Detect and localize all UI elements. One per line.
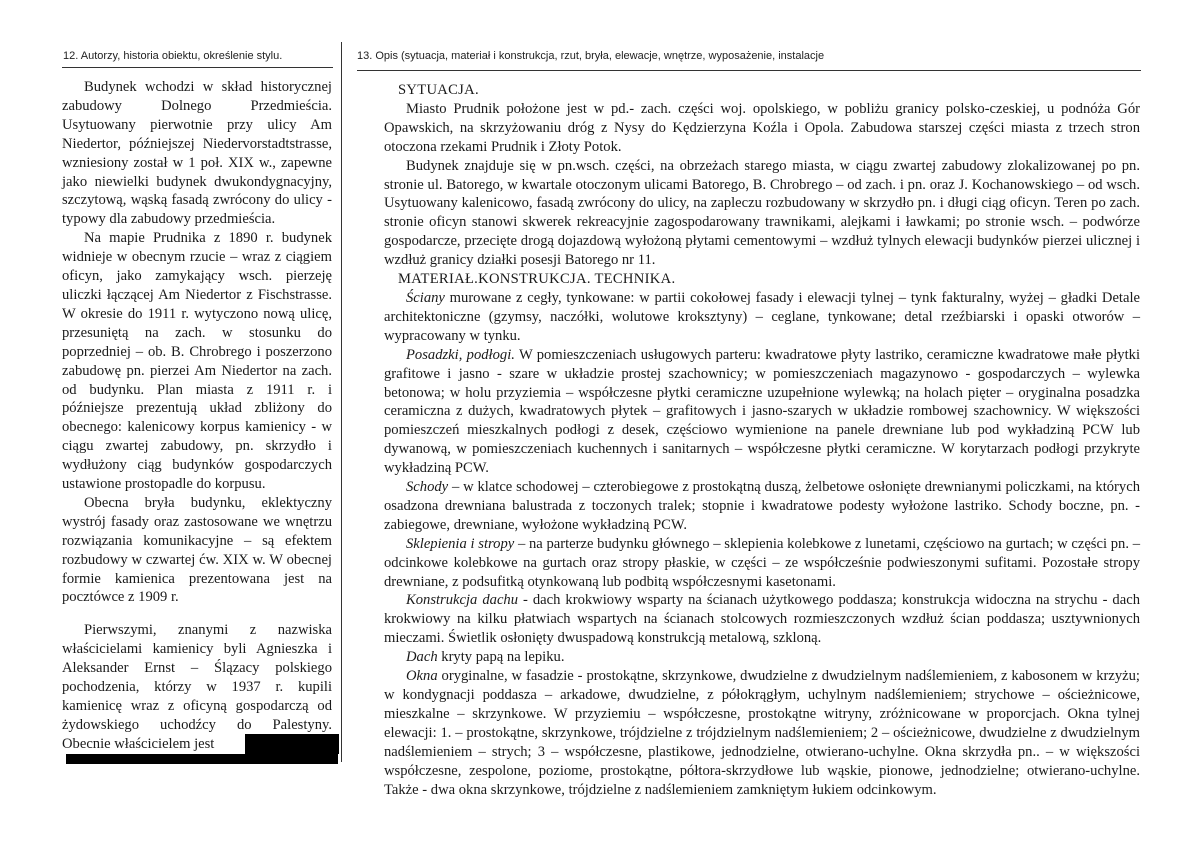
- redaction-bar: [245, 734, 339, 754]
- redaction-bar: [66, 754, 338, 764]
- stairs-paragraph: Schody – w klatce schodowej – czterobiegowe z prostokątną duszą, żelbetowe osłonięte drewnianymi policzkami, na których osadzona drewniana balustrada z toczonych tralek; stopnie i kwadratowe podesty wyłożone lastriko. Schody boczne, pn. - zabiegowe, drewniane, wyłożone wykładziną PCW.: [384, 479, 1140, 533]
- roof-term: Konstrukcja dachu: [406, 592, 519, 609]
- history-paragraph-1: Budynek wchodzi w skład historycznej zabudowy Dolnego Przedmieścia. Usytuowany pierwotnie przy ulicy Am Niedertor, późniejszej Niedervorstadtstrasse, wzniesiony został w 1 poł. XIX w., zapewne jako niewielki budynek dwukondygnacyjny, szczytową, wąską fasadą zwrócony do ulicy - typowy dla zabudowy przedmieścia.: [62, 79, 332, 228]
- roof-cover-term: Dach: [406, 649, 438, 666]
- floors-term: Posadzki, podłogi.: [406, 346, 515, 363]
- walls-paragraph: Ściany murowane z cegły, tynkowane: w partii cokołowej fasady i elewacji tylnej – tynk fakturalny, wyżej – gładki Detale architektoniczne (gzymsy, naczółki, wolutowe kroksztyny) – ceglane, tynkowane; detal rzeźbiarski i opaski otworów – wypracowany w tynku.: [384, 289, 1140, 344]
- material-heading: MATERIAŁ.KONSTRUKCJA. TECHNIKA.: [398, 271, 676, 288]
- vaults-term: Sklepienia i stropy: [406, 535, 515, 552]
- windows-paragraph: Okna oryginalne, w fasadzie - prostokątne, skrzynkowe, dwudzielne z dwudzielnym nadślemieniem, z kabosonem w krzyżu; w kondygnacji poddasza – arkadowe, dwudzielne, z półokrągłym, uchylnym nadślemieniem; strychowe – ościeżnicowe, mieszkalne – skrzynkowe. W przyziemiu – współczesne, prostokątne witryny, zróżnicowane w proporcjach. Okna tylnej elewacji: 1. – prostokątne, skrzynkowe, trójdzielne z trójdzielnym nadślemieniem; 2 – ościeżnicowe, dwudzielne z dwudzielnym nadślemieniem – strych; 3 – współczesne, plastikowe, jednodzielne, otwierano-uchylne. Okna skrzydła pn.. – w większości współczesne, zespolone, poziome, prostokątne, półtora-skrzydłowe lub wąskie, pionowe, jednodzielne; otwierano-uchylne. Także - dwa okna skrzynkowe, trójdzielne z nadślemieniem zamkniętym łukiem odcinkowym.: [384, 668, 1140, 798]
- situation-heading: SYTUACJA.: [398, 82, 479, 98]
- windows-term: Okna: [406, 668, 438, 685]
- roof-paragraph: Konstrukcja dachu - dach krokwiowy wsparty na ścianach użytkowego poddasza; konstrukcja widoczna na strychu - dach krokwiowy na kilku płatwiach wspartych na ścianach stolcowych rozmieszczonych wzdłuż ścian poddasza; usztywnionych mieczami. Świetlik osłonięty dwuspadową konstrukcją metalową, szkloną.: [384, 592, 1140, 647]
- history-paragraph-3: Obecna bryła budynku, eklektyczny wystrój fasady oraz zastosowane we wnętrzu rozwiązania komunikacyjne – są efektem rozbudowy w czwartej ćw. XIX w. W obecnej formie kamienica prezentowana jest na pocztówce z 1909 r.: [62, 494, 332, 606]
- walls-term: Ściany: [406, 289, 445, 306]
- history-paragraph-2: Na mapie Prudnika z 1890 r. budynek widnieje w obecnym rzucie – wraz z ciągiem oficyn, jako zamykający wsch. pierzeję uliczki łączącej Am Niedertor z Fischstrasse. W okresie do 1911 r. wytyczono nową ulicę, przesuniętą na zach. w stosunku do poprzedniej – ob. B. Chrobrego i poszerzono zabudowę pn. pierzei Am Niedertor na zach. od budynku. Plan miasta z 1911 r. i późniejsze prezentują układ zbliżony do obecnego: kalenicowy korpus kamienicy - w ciągu zwartej zabudowy, pn. skrzydło i wydłużony ciąg budynków gospodarczych ustawione prostopadle do korpusu.: [62, 230, 332, 493]
- section-12-header: 12. Autorzy, historia obiektu, określenie stylu.: [63, 50, 283, 62]
- situation-paragraph-1: Miasto Prudnik położone jest w pd.- zach. części woj. opolskiego, w pobliżu granicy polsko-czeskiej, u podnóża Gór Opawskich, na skrzyżowaniu dróg z Nysy do Kędzierzyna Koźla i Opola. Zabudowa starszej części miasta z trzech stron otoczona rzekami Prudnik i Złoty Potok.: [384, 100, 1140, 155]
- history-paragraph-4: Pierwszymi, znanymi z nazwiska właścicielami kamienicy byli Agnieszka i Aleksander Ernst – Ślązacy polskiego pochodzenia, którzy w 1937 r. kupili kamienicę wraz z oficyną gospodarczą od żydowskiego uchodźcy do Palestyny. Obecnie właścicielem jest: [62, 622, 332, 752]
- description-column: [384, 81, 1140, 799]
- vaults-paragraph: Sklepienia i stropy – na parterze budynku głównego – sklepienia kolebkowe z lunetami, częściowo na gurtach; w części pn. – odcinkowe kolebkowe na gurtach oraz stropy płaskie, w części – ze współcześnie podwieszonymi sufitami. Pozostałe stropy drewniane, z podsufitką otynkowaną lub podbitą współczesnymi kasetonami.: [384, 535, 1141, 590]
- section-13-header: 13. Opis (sytuacja, materiał i konstrukcja, rzut, bryła, elewacje, wnętrze, wyposażenie, instalacje: [357, 50, 825, 62]
- column-divider: [341, 42, 342, 762]
- stairs-term: Schody: [406, 479, 449, 496]
- header-underline-left: [62, 67, 333, 68]
- header-underline-right: [357, 70, 1141, 71]
- floors-paragraph: Posadzki, podłogi. W pomieszczeniach usługowych parteru: kwadratowe płyty lastriko, ceramiczne kwadratowe małe płytki grafitowe i jasno - szare w układzie prostej szachownicy; w pomieszczeniach magazynowo - gospodarczych – wylewka betonowa; w holu przyziemia – współczesne płytki ceramiczne uzupełnione wylewką; na holach pięter – oryginalna posadzka ceramiczna z dużych, kwadratowych płytek – grafitowych i jasno-szarych w układzie rombowej szachownicy. W większości pomieszczeń mieszkalnych podłogi z desek, częściowo wymienione na panele drewniane lub pod wykładziną PCW lub dywanową, w pomieszczeniach kuchennych i sanitarnych – współczesne płytki ceramiczne. W korytarzach podłogi przykryte wykładziną PCW.: [384, 346, 1140, 477]
- roof-cover-paragraph: Dach kryty papą na lepiku.: [406, 649, 565, 666]
- history-column: [62, 78, 332, 754]
- situation-paragraph-2: Budynek znajduje się w pn.wsch. części, na obrzeżach starego miasta, w ciągu zwartej zabudowy zlokalizowanej po pn. stronie ul. Batorego, w kwartale otoczonym ulicami Batorego, B. Chrobrego – od zach. i pn. oraz J. Kochanowskiego – od wsch. Usytuowany kalenicowo, fasadą zwrócony do ulicy, na zapleczu rozbudowany w skrzydło pn. i długi ciąg oficyn. Teren po zach. stronie oficyn stanowi skwerek rekreacyjnie zagospodarowany trawnikami, alejkami i ławkami; po stronie wsch. – podwórze gospodarcze, przecięte drogą dojazdową wyłożoną płytami cementowymi – wzdłuż tylnych elewacji budynków pierzei ulicznej i wzdłuż granicy działki posesji Batorego nr 11.: [384, 157, 1140, 269]
